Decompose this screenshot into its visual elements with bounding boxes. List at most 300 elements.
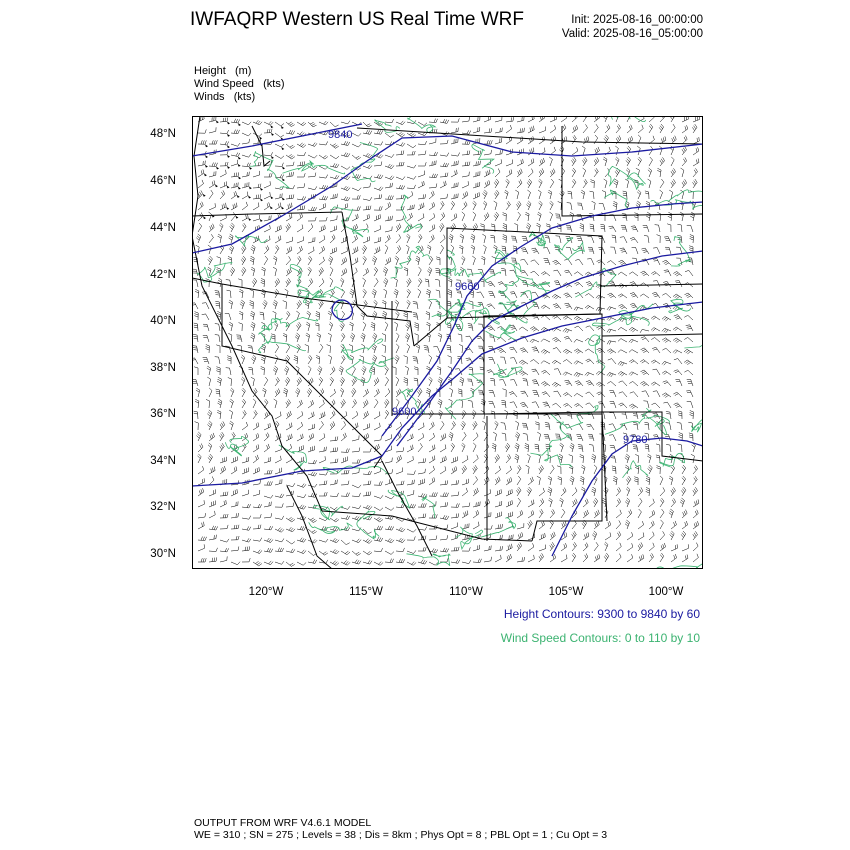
contour-label-9780: 9780: [623, 434, 648, 446]
wind-barb: [264, 129, 274, 136]
wind-barb: [194, 367, 198, 375]
wind-barb: [239, 289, 243, 298]
wind-barb: [385, 202, 391, 210]
wind-barb: [396, 162, 404, 166]
wind-barb: [693, 476, 697, 485]
wind-barb: [560, 443, 564, 452]
wind-barb: [275, 516, 284, 520]
wind-barb: [407, 480, 414, 485]
wind-barb: [523, 379, 528, 386]
wind-barb: [308, 446, 315, 452]
wind-barb: [566, 225, 572, 232]
wind-barb: [544, 259, 551, 266]
wind-barb: [634, 213, 638, 221]
wind-barb: [500, 357, 506, 364]
wind-barb: [510, 358, 517, 364]
wind-barb: [286, 154, 295, 159]
wind-barb: [209, 163, 219, 170]
wind-barb: [383, 278, 388, 287]
wind-barb: [396, 481, 404, 485]
wind-barb: [554, 391, 562, 397]
wind-speed-contour: [608, 166, 645, 189]
wind-barb: [564, 259, 572, 265]
wind-barb: [264, 481, 272, 485]
wind-barb: [483, 245, 486, 254]
wind-barb: [505, 443, 510, 452]
wind-barb: [341, 197, 350, 201]
wind-barb: [286, 411, 291, 419]
wind-barb: [429, 191, 434, 199]
wind-barb: [494, 201, 497, 210]
wind-barb: [517, 180, 522, 189]
wind-barb: [316, 311, 320, 320]
wind-barb: [652, 292, 660, 298]
wind-barb: [515, 421, 518, 430]
wind-barb: [341, 166, 350, 169]
wind-barb: [638, 542, 643, 551]
wind-barb: [253, 184, 263, 191]
wind-barb: [613, 476, 617, 485]
wind-barb: [374, 130, 383, 134]
wind-barb: [451, 466, 457, 474]
wind-barb: [669, 476, 673, 485]
wind-barb: [297, 377, 302, 386]
wind-barb: [619, 403, 627, 408]
wind-barb: [437, 366, 441, 375]
wind-barb: [253, 467, 259, 474]
wind-barb: [203, 357, 209, 364]
wind-barb: [251, 322, 256, 331]
wind-barb: [506, 554, 512, 562]
wind-barb: [618, 327, 627, 331]
wind-barb: [308, 143, 317, 147]
init-time: Init: 2025-08-16_00:00:00: [571, 14, 703, 26]
wind-barb: [607, 381, 616, 386]
wind-barb: [550, 169, 555, 177]
wind-barb: [528, 510, 534, 518]
wind-barb: [261, 355, 265, 364]
wind-barb: [461, 410, 466, 419]
wind-barb: [352, 377, 357, 386]
wind-barb: [627, 146, 631, 155]
wind-barb: [451, 523, 458, 530]
wind-barb: [530, 339, 539, 343]
wind-barb: [531, 271, 540, 276]
wind-barb: [374, 206, 382, 210]
wind-barb: [651, 382, 660, 386]
wind-barb: [198, 544, 205, 551]
wind-barb: [462, 181, 468, 188]
wind-barb: [231, 130, 240, 134]
wind-barb: [275, 456, 281, 463]
wind-barb: [374, 548, 383, 552]
wind-barb: [416, 256, 420, 265]
wind-barb: [605, 521, 611, 529]
wind-barb: [264, 433, 269, 441]
wind-barb: [594, 465, 597, 474]
wind-barb: [341, 153, 350, 157]
wind-barb: [609, 226, 616, 232]
wind-barb: [561, 509, 565, 518]
wind-barb: [548, 190, 552, 199]
wind-barb: [494, 212, 499, 221]
wind-barb: [196, 388, 200, 397]
wind-barb: [275, 186, 284, 190]
wind-barb: [405, 333, 410, 342]
wind-barb: [583, 179, 587, 188]
wind-barb: [363, 130, 372, 134]
wind-barb: [484, 466, 489, 475]
wind-barb: [352, 493, 361, 497]
wind-barb: [657, 168, 661, 177]
wind-barb: [242, 546, 250, 551]
wind-barb: [638, 533, 644, 541]
wind-barb: [275, 528, 284, 533]
wind-barb: [671, 544, 677, 551]
wind-barb: [396, 185, 405, 189]
wind-barb: [610, 247, 616, 254]
wind-barb: [536, 223, 540, 232]
wind-barb: [251, 333, 255, 342]
wind-barb: [240, 300, 245, 309]
wind-barb: [525, 410, 529, 419]
wind-barb: [363, 256, 367, 265]
lat-label-40: 40°N: [150, 315, 176, 327]
wind-barb: [413, 302, 418, 309]
wind-barb: [329, 322, 333, 331]
wind-barb: [275, 561, 284, 564]
wind-barb: [275, 193, 285, 200]
wind-barb: [462, 432, 466, 441]
wind-barb: [693, 521, 699, 529]
wind-barb: [462, 465, 467, 474]
wind-barb: [509, 347, 517, 353]
wind-barb: [462, 511, 468, 519]
wind-barb: [488, 358, 495, 365]
wind-barb: [297, 122, 306, 126]
wind-speed-contour: [388, 490, 410, 508]
wind-barb: [319, 377, 323, 386]
wind-barb: [641, 337, 649, 342]
wind-barb: [563, 329, 572, 334]
wind-barb: [319, 246, 325, 254]
wind-barb: [295, 388, 300, 397]
wind-barb: [638, 157, 642, 166]
wind-barb: [308, 237, 315, 243]
wind-barb: [352, 366, 356, 375]
wind-barb: [517, 212, 521, 221]
wind-barb: [209, 203, 215, 210]
wind-barb: [286, 399, 291, 408]
wind-barb: [451, 492, 459, 496]
wind-barb: [264, 502, 271, 507]
wind-barb: [491, 411, 495, 419]
wind-barb: [217, 377, 221, 386]
wind-barb: [484, 213, 489, 222]
lon-label-115: 115°W: [349, 586, 383, 598]
wind-barb: [653, 281, 660, 287]
wind-barb: [440, 456, 446, 463]
footer-line-2: WE = 310 ; SN = 275 ; Levels = 38 ; Dis = 8km ; Phys Opt = 8 ; PBL Opt = 1 ; Cu Opt = 3: [194, 829, 608, 841]
wind-barb: [286, 195, 294, 200]
wind-barb: [209, 190, 213, 199]
wind-barb: [646, 487, 650, 496]
wind-barb: [574, 307, 583, 311]
wind-barb: [286, 549, 295, 553]
wind-barb: [669, 190, 672, 199]
wind-barb: [600, 224, 605, 232]
wind-barb: [554, 369, 561, 375]
wind-barb: [396, 132, 405, 137]
wind-barb: [674, 315, 682, 320]
wind-barb: [208, 454, 213, 463]
wind-barb: [198, 202, 203, 210]
wind-barb: [693, 510, 698, 518]
wind-barb: [385, 551, 394, 554]
wind-barb: [372, 311, 377, 320]
wind-barb: [522, 236, 528, 243]
wind-barb: [242, 468, 249, 475]
border-ne: [600, 284, 703, 286]
wind-barb: [616, 498, 621, 507]
wind-barb: [297, 562, 306, 565]
wind-speed-contour: [275, 318, 318, 328]
wind-barb: [436, 290, 440, 298]
wind-barb: [433, 347, 440, 354]
wind-barb: [203, 324, 209, 331]
wind-barb: [575, 381, 583, 386]
wind-barb: [629, 404, 638, 409]
wind-barb: [594, 510, 599, 518]
wind-barb: [564, 336, 572, 342]
wind-barb: [538, 190, 541, 199]
wind-barb: [506, 544, 512, 551]
wind-barb: [550, 125, 556, 133]
wind-barb: [274, 399, 277, 408]
wind-barb: [426, 312, 430, 321]
wind-barb: [484, 170, 490, 177]
wind-barb: [374, 267, 378, 276]
lat-label-46: 46°N: [150, 175, 176, 187]
wind-barb: [308, 518, 317, 523]
wind-barb: [209, 477, 214, 486]
wind-barb: [674, 359, 682, 365]
wind-barb: [253, 525, 261, 529]
wind-barb: [681, 168, 684, 177]
wind-barb: [396, 377, 399, 386]
wind-barb: [284, 366, 289, 375]
wind-barb: [502, 433, 506, 441]
wind-barb: [241, 377, 245, 386]
wind-barb: [407, 144, 416, 148]
wind-barb: [564, 303, 572, 309]
wind-barb: [563, 316, 572, 320]
wind-barb: [532, 380, 539, 386]
wind-barb: [361, 333, 366, 342]
wind-barb: [568, 191, 572, 199]
wind-barb: [340, 278, 344, 287]
wind-barb: [418, 162, 426, 166]
wind-barb: [493, 432, 496, 441]
wind-barb: [610, 401, 616, 408]
wind-barb: [363, 423, 370, 430]
wind-barb: [451, 421, 456, 430]
wind-barb: [242, 388, 246, 397]
wind-barb: [462, 130, 471, 134]
wind-barb: [653, 248, 660, 254]
wind-barb: [662, 371, 671, 375]
wind-barb: [561, 488, 566, 496]
wind-barb: [209, 234, 213, 243]
wind-barb: [440, 173, 448, 177]
wind-barb: [352, 206, 360, 210]
wind-barb: [248, 367, 253, 375]
wind-barb: [684, 337, 693, 342]
wind-barb: [404, 356, 408, 364]
wind-barb: [668, 212, 672, 221]
wind-barb: [286, 237, 293, 243]
wind-barb: [574, 316, 583, 321]
wind-barb: [550, 542, 555, 551]
wind-barb: [297, 152, 306, 156]
wind-barb: [680, 212, 684, 221]
wind-barb: [687, 379, 693, 386]
wind-barb: [649, 124, 653, 133]
wind-speed-contour: [407, 554, 451, 566]
wind-barb: [253, 422, 259, 430]
wind-barb: [341, 399, 346, 408]
wind-barb: [263, 300, 268, 309]
wind-barb: [231, 501, 238, 507]
lat-label-36: 36°N: [150, 408, 176, 420]
wind-barb: [414, 378, 418, 386]
wind-barb: [451, 194, 458, 200]
wind-barb: [520, 402, 528, 408]
wind-barb: [330, 549, 339, 554]
wind-barb: [641, 370, 650, 375]
wind-barb: [253, 538, 262, 542]
wind-barb: [406, 234, 410, 243]
wind-barb: [418, 151, 426, 155]
wind-barb: [648, 465, 653, 474]
wind-barb: [517, 465, 521, 474]
wind-barb: [575, 326, 584, 331]
wind-barb: [407, 434, 413, 441]
wind-barb: [687, 225, 693, 232]
wind-barb: [532, 391, 539, 398]
wind-barb: [374, 399, 378, 408]
wind-barb: [231, 172, 241, 179]
wind-barb: [671, 465, 675, 474]
wind-barb: [396, 234, 401, 243]
wind-barb: [297, 538, 306, 543]
wind-barb: [440, 480, 448, 485]
wind-barb: [676, 247, 682, 254]
wind-barb: [473, 223, 478, 232]
wind-barb: [306, 333, 310, 342]
wind-barb: [418, 433, 424, 441]
wind-barb: [506, 512, 513, 518]
wind-barb: [407, 562, 416, 566]
wind-barb: [501, 423, 506, 430]
wind-barb: [543, 402, 550, 408]
wind-barb: [330, 411, 335, 419]
wind-barb: [657, 212, 661, 221]
wind-barb: [629, 360, 638, 364]
wind-barb: [594, 521, 599, 529]
contour-label-9600: 9600: [392, 406, 417, 418]
wind-barb: [319, 481, 327, 485]
wind-barb: [572, 531, 577, 540]
wind-barb: [607, 317, 616, 321]
wind-barb: [539, 533, 545, 540]
wind-barb: [407, 205, 414, 210]
wind-barb: [395, 300, 399, 309]
wind-barb: [517, 128, 524, 133]
wind-barb: [575, 259, 583, 265]
wind-barb: [531, 292, 539, 298]
wind-barb: [198, 478, 204, 485]
wind-barb: [242, 139, 250, 144]
wind-barb: [237, 345, 242, 353]
wind-barb: [673, 327, 682, 331]
wind-barb: [209, 557, 217, 562]
wind-barb: [195, 422, 199, 430]
wind-barb: [429, 456, 435, 464]
wind-barb: [539, 136, 545, 144]
wind-barb: [407, 185, 416, 189]
wind-barb: [319, 217, 327, 221]
wind-barb: [415, 334, 419, 342]
wind-barb: [418, 469, 425, 474]
wind-barb: [625, 179, 628, 188]
wind-barb: [406, 245, 409, 254]
wind-barb: [506, 477, 512, 485]
border-co: [484, 314, 602, 414]
wind-barb: [252, 278, 257, 287]
wind-barb: [207, 421, 212, 430]
wind-barb: [449, 234, 453, 243]
wind-barb: [374, 468, 381, 475]
wind-barb: [374, 436, 382, 441]
wind-barb: [242, 516, 251, 520]
wind-barb: [297, 213, 303, 221]
wind-barb: [253, 410, 257, 419]
wind-barb: [552, 337, 561, 342]
wind-barb: [242, 558, 250, 562]
wind-barb: [564, 293, 572, 298]
wind-barb: [559, 498, 563, 507]
wind-barb: [440, 502, 448, 507]
wind-barb: [666, 423, 671, 430]
wind-barb: [682, 125, 688, 133]
wind-barb: [294, 355, 298, 364]
wind-barb: [594, 542, 598, 551]
wind-barb: [275, 236, 281, 244]
wind-barb: [394, 322, 397, 331]
wind-barb: [616, 543, 621, 551]
wind-barb: [429, 514, 437, 518]
wind-barb: [385, 377, 389, 386]
wind-barb: [396, 504, 405, 508]
wind-barb: [610, 413, 617, 420]
wind-barb: [539, 509, 543, 518]
wind-barb: [461, 421, 466, 430]
wind-barb: [550, 532, 555, 540]
wind-barb: [581, 465, 585, 474]
wind-barb: [251, 245, 256, 254]
wind-barb: [484, 557, 492, 562]
